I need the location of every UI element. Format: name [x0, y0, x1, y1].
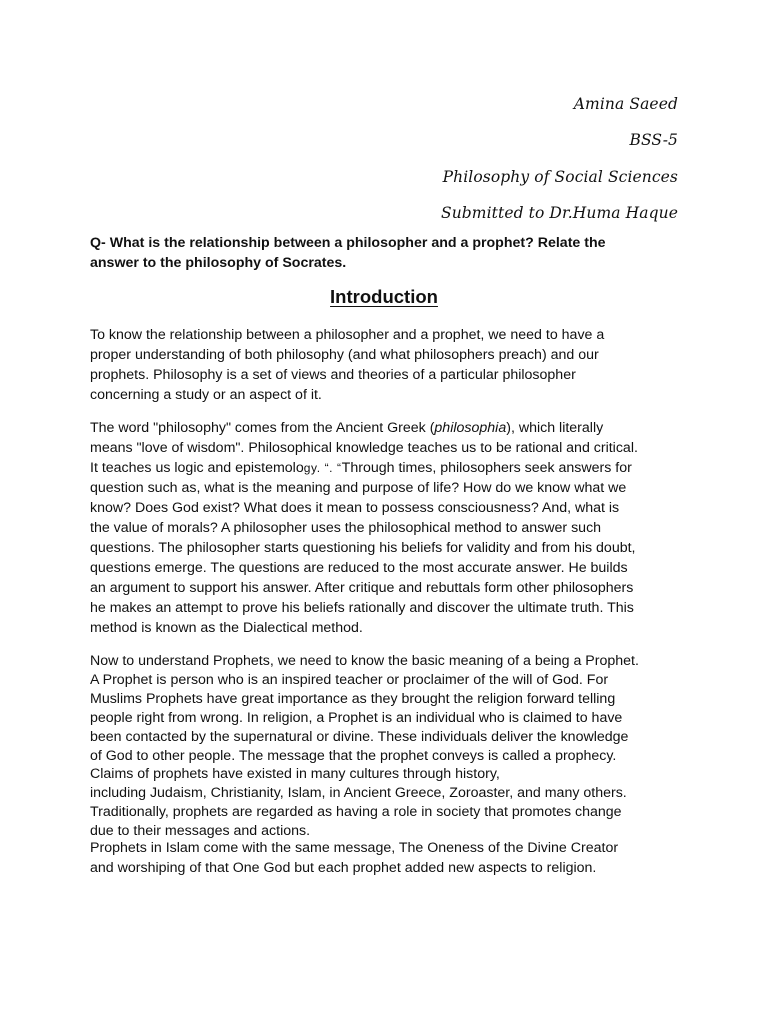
- paragraph-line: including Judaism, Christianity, Islam, in Ancient Greece, Zoroaster, and many others.: [90, 785, 627, 802]
- paragraph-line: means "love of wisdom". Philosophical knowledge teaches us to be rational and critical.: [90, 440, 638, 456]
- paragraph-line: prophets. Philosophy is a set of views and theories of a particular philosopher: [90, 367, 576, 383]
- paragraph-line: Now to understand Prophets, we need to know the basic meaning of a being a Prophet.: [90, 653, 639, 669]
- paragraph-line: know? Does God exist? What does it mean to possess consciousness? And, what is: [90, 500, 620, 516]
- paragraph-line: [90, 418, 690, 438]
- text-run: ), which literally: [506, 420, 604, 436]
- course-name: Philosophy of Social Sciences: [442, 167, 678, 186]
- paragraph-line: questions. The philosopher starts questioning his beliefs for validity and from his doubt,: [90, 540, 636, 556]
- paragraph-line: the value of morals? A philosopher uses the philosophical method to answer such: [90, 520, 602, 536]
- text-run: gy. “. “: [303, 461, 342, 475]
- paragraph-line: Traditionally, prophets are regarded as having a role in society that promotes change: [90, 804, 622, 821]
- paragraph-line: and worshiping of that One God but each prophet added new aspects to religion.: [90, 860, 597, 876]
- section-title: Introduction: [330, 286, 438, 307]
- paragraph-islam: [90, 838, 690, 878]
- paragraph-prophets: [90, 652, 690, 841]
- class-code: BSS-5: [629, 131, 678, 150]
- question-line: answer to the philosophy of Socrates.: [90, 255, 347, 271]
- text-run: It teaches us logic and epistemolo: [90, 460, 304, 476]
- document-header: [441, 86, 678, 231]
- paragraph-line: A Prophet is person who is an inspired teacher or proclaimer of the will of God. For: [90, 671, 609, 688]
- paragraph-line: method is known as the Dialectical method.: [90, 620, 363, 636]
- author-name: Amina Saeed: [573, 95, 678, 113]
- paragraph-line: people right from wrong. In religion, a Prophet is an individual who is claimed to have: [90, 709, 623, 726]
- paragraph-philosophy: [90, 418, 690, 638]
- paragraph-line: [90, 458, 690, 478]
- paragraph-line: an argument to support his answer. After critique and rebuttals form other philosophers: [90, 580, 634, 596]
- paragraph-line: Claims of prophets have existed in many cultures through history,: [90, 766, 500, 783]
- text-run: Through times, philosophers seek answers for: [341, 460, 632, 476]
- paragraph-line: of God to other people. The message that the prophet conveys is called a prophecy.: [90, 747, 617, 764]
- paragraph-line: due to their messages and actions.: [90, 823, 311, 840]
- paragraph-intro: [90, 325, 690, 405]
- greek-term: philosophia: [434, 420, 507, 436]
- paragraph-line: concerning a study or an aspect of it.: [90, 387, 322, 403]
- paragraph-line: he makes an attempt to prove his beliefs rationally and discover the ultimate truth. This: [90, 600, 634, 616]
- question-line: Q- What is the relationship between a philosopher and a prophet? Relate the: [90, 235, 606, 251]
- question-prompt: [90, 233, 690, 273]
- paragraph-line: Muslims Prophets have great importance as they brought the religion forward telling: [90, 690, 616, 707]
- paragraph-line: To know the relationship between a philosopher and a prophet, we need to have a: [90, 327, 605, 343]
- paragraph-line: Prophets in Islam come with the same message, The Oneness of the Divine Creator: [90, 840, 619, 856]
- paragraph-line: been contacted by the supernatural or divine. These individuals deliver the knowledge: [90, 728, 629, 745]
- paragraph-line: question such as, what is the meaning and purpose of life? How do we know what we: [90, 480, 627, 496]
- paragraph-line: proper understanding of both philosophy (and what philosophers preach) and our: [90, 347, 599, 363]
- paragraph-line: questions emerge. The questions are reduced to the most accurate answer. He builds: [90, 560, 628, 576]
- submitted-to: Submitted to Dr.Huma Haque: [440, 203, 678, 222]
- text-run: The word "philosophy" comes from the Ancient Greek (: [90, 420, 435, 436]
